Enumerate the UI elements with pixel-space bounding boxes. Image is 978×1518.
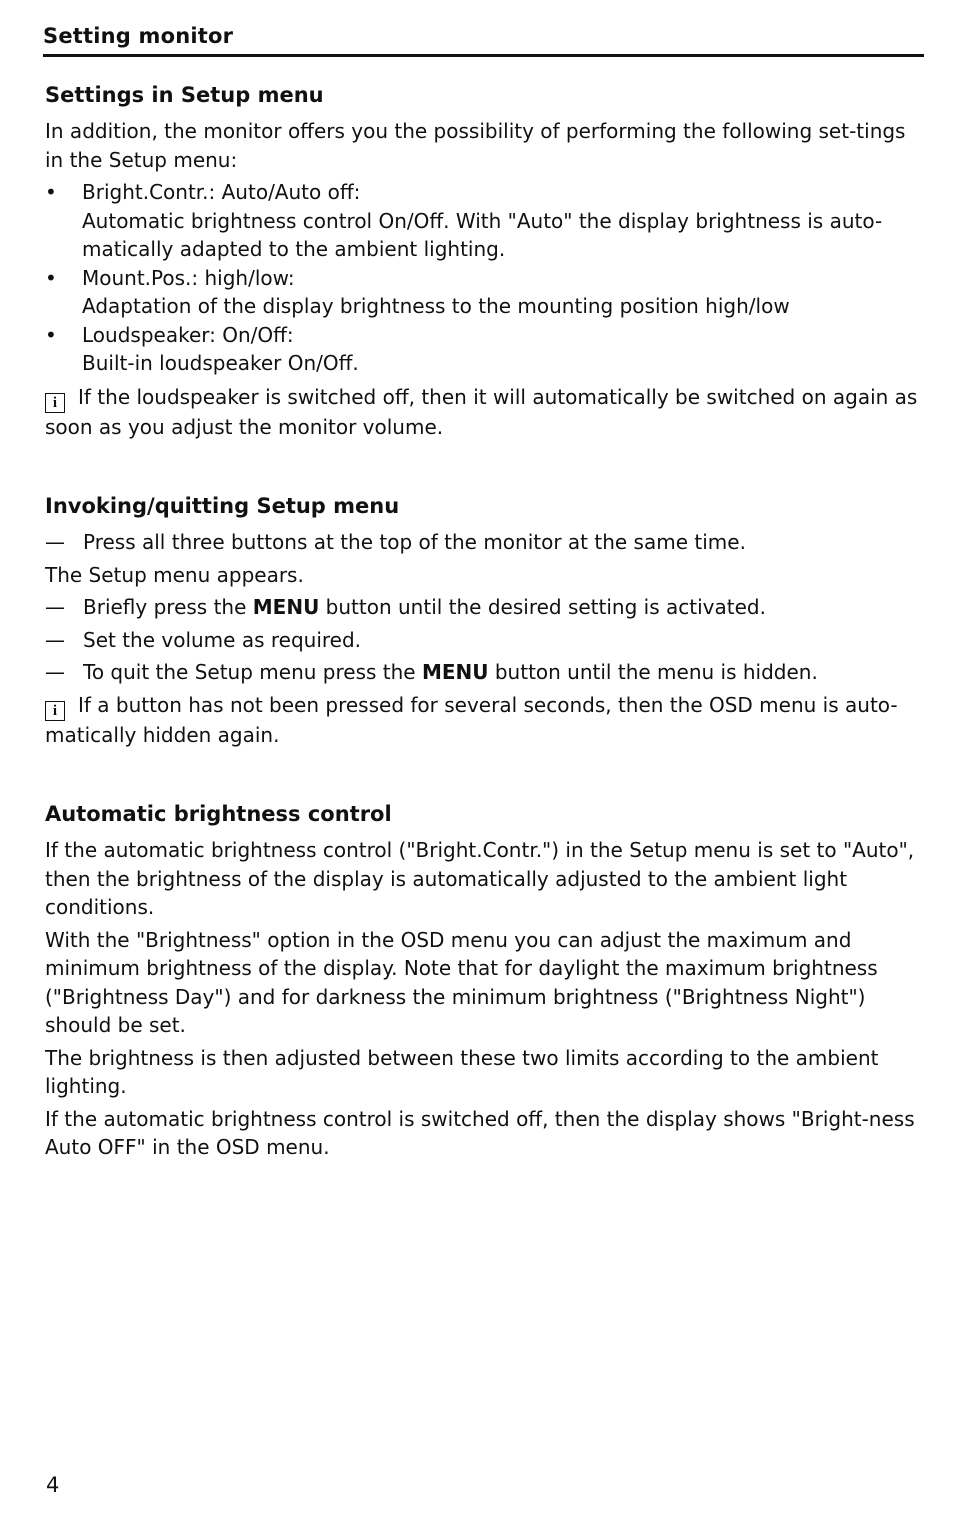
page-number: 4 <box>46 1473 60 1497</box>
dash-marker: — <box>45 530 65 554</box>
section-heading: Automatic brightness control <box>45 802 392 826</box>
bullet-icon: • <box>45 180 57 204</box>
menu-button-label: MENU <box>421 660 489 684</box>
list-item-title: Loudspeaker: On/Off: <box>82 322 294 347</box>
page-content <box>45 80 927 1166</box>
step-item <box>45 528 927 557</box>
step-result: The Setup menu appears. <box>45 562 304 587</box>
step-item <box>45 658 927 687</box>
list-item-title: Mount.Pos.: high/low: <box>82 265 295 290</box>
section-heading: Invoking/quitting Setup menu <box>45 494 400 518</box>
steps-list <box>45 528 927 557</box>
section-heading: Settings in Setup menu <box>45 83 324 107</box>
list-item-title: Bright.Contr.: Auto/Auto off: <box>82 180 361 204</box>
step-text: Set the volume as required. <box>83 627 362 652</box>
info-note-text: If a button has not been pressed for several seconds, then the OSD menu is auto-matically hidden again. <box>45 692 898 747</box>
header-rule <box>43 54 924 57</box>
settings-list <box>45 178 927 378</box>
bullet-icon: • <box>45 322 57 347</box>
list-item <box>45 321 927 378</box>
dash-marker: — <box>45 660 65 684</box>
intro-paragraph: In addition, the monitor offers you the possibility of performing the following set-tings in the Setup menu: <box>45 119 906 172</box>
list-item-desc: Built-in loudspeaker On/Off. <box>82 351 359 375</box>
list-item <box>45 178 927 264</box>
step-text: To quit the Setup menu press the <box>83 660 422 684</box>
body-paragraph: The brightness is then adjusted between these two limits according to the ambient lighting. <box>45 1045 879 1098</box>
list-item <box>45 264 927 321</box>
info-note-text: If the loudspeaker is switched off, then it will automatically be switched on again as soon as you adjust the monitor volume. <box>45 384 918 439</box>
body-paragraph: With the "Brightness" option in the OSD menu you can adjust the maximum and minimum brightness of the display. Note that for daylight the maximum brightness ("Brightness Day") and for darkness the minimum brightness ("Brightness Night") should be set. <box>45 927 878 1037</box>
body-paragraph: If the automatic brightness control is switched off, then the display shows "Bright-ness Auto OFF" in the OSD menu. <box>45 1106 915 1159</box>
section-spacer <box>45 445 927 491</box>
menu-button-label: MENU <box>252 595 320 619</box>
step-text: Briefly press the <box>83 595 253 619</box>
section-spacer <box>45 753 927 799</box>
step-text: button until the desired setting is activated. <box>319 595 766 619</box>
step-item <box>45 593 927 622</box>
step-item <box>45 626 927 655</box>
dash-marker: — <box>45 627 65 652</box>
step-text: button until the menu is hidden. <box>488 660 818 684</box>
list-item-desc: Adaptation of the display brightness to the mounting position high/low <box>82 294 790 318</box>
info-note <box>45 691 927 750</box>
dash-marker: — <box>45 595 65 619</box>
body-paragraph: If the automatic brightness control ("Bright.Contr.") in the Setup menu is set to "Auto", then the brightness of the display is automatically adjusted to the ambient light conditions. <box>45 838 915 919</box>
bullet-icon: • <box>45 265 57 290</box>
step-text: Press all three buttons at the top of the monitor at the same time. <box>83 530 746 554</box>
section-invoking-quitting-setup-menu <box>45 491 927 749</box>
steps-list <box>45 593 927 687</box>
page-header-title: Setting monitor <box>43 24 234 48</box>
list-item-desc: Automatic brightness control On/Off. With "Auto" the display brightness is auto-matically adapted to the ambient lighting. <box>82 208 883 261</box>
section-automatic-brightness-control <box>45 799 927 1162</box>
info-icon: i <box>45 701 65 721</box>
info-icon: i <box>45 393 65 413</box>
info-note <box>45 383 927 442</box>
section-settings-in-setup-menu <box>45 80 927 441</box>
